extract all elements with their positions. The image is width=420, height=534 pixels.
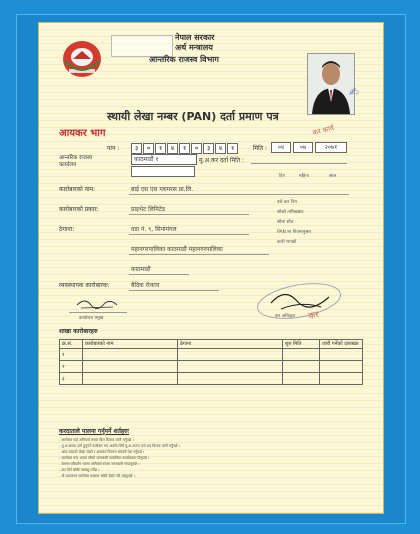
table-header: शुरु मिति [283, 340, 320, 349]
manager-label: व्यवस्थापक कारोबारक: [59, 282, 110, 289]
photo-signature: ✍ [349, 85, 360, 99]
nepal-emblem-icon [61, 39, 103, 79]
right-note: कारी भएको [277, 240, 297, 245]
condition-line: - कारोबार बन्द भएमा सोको जानकारी सम्बन्धित कार्यालयमा दिनुपर्छ । [59, 456, 150, 460]
business-type-value: प्राइभेट लिमिटेड [131, 206, 166, 213]
right-note: सोको तारिखबाट [277, 210, 304, 215]
pan-digit: ४ [167, 143, 178, 154]
manager-line [129, 290, 219, 291]
tax-office-stamp-icon [251, 279, 347, 323]
table-header: जारी गर्नेको दस्तखत [320, 340, 363, 349]
date-day: ०४ [271, 142, 291, 153]
table-cell: २ [60, 361, 83, 373]
table-cell [320, 373, 363, 385]
table-header: क्र.सं. [60, 340, 83, 349]
office-value: काठमाडौं १ [131, 154, 197, 165]
condition-line: - कारोबार गर्दा अनिवार्य रुपमा बिल बिजक जारी गर्नुपर्छ । [59, 438, 134, 442]
date-month: ०७ [293, 142, 313, 153]
date-unit-month: महिना [299, 174, 309, 179]
municipality-value: महानगरपालिका काठमाडौं महानगरपालिका [131, 246, 223, 253]
table-row [60, 373, 363, 385]
pan-digit: १ [155, 143, 166, 154]
table-header: कारोबारको नाम [83, 340, 178, 349]
table-cell [283, 349, 320, 361]
business-type-label: कारोबारको प्रकार: [59, 206, 99, 213]
table-cell [320, 349, 363, 361]
pan-digit: ० [143, 143, 154, 154]
table-cell [178, 361, 283, 373]
condition-line: - मु.अ.करमा दर्ता हुनुपर्ने कारोबार भए अवधि भित्रै मु.अ.करमा दर्ता भइ बिजक जारी गर्नुपर्छ । [59, 444, 181, 448]
address-line [129, 234, 249, 235]
municipality-line [129, 254, 269, 255]
date-label: मिति : [253, 145, 268, 152]
manager-value: बैदिक रोकाय [131, 282, 160, 289]
department-title: आन्तरिक राजस्व विभाग [149, 55, 219, 64]
condition-line: - ठेगाना परिवर्तन भएमा अनिवार्य रुपमा जानकारी गराउनुपर्छ । [59, 462, 140, 466]
table-cell [83, 349, 178, 361]
date-unit-year: साल [329, 174, 337, 179]
right-note: सोमा सोत [277, 220, 294, 225]
person-photo-icon [308, 54, 354, 114]
officer-signature-icon [75, 295, 119, 311]
passport-photo [307, 53, 355, 115]
condition-line: - कर तिर्न बाँकी नराख्नु पर्नेछ । [59, 468, 100, 472]
district-line [129, 274, 189, 275]
officer-sign-line [69, 312, 127, 313]
table-row [60, 349, 363, 361]
pan-label: पान : [107, 145, 120, 152]
table-cell [283, 373, 320, 385]
condition-line: - यो प्रमाणपत्र कारोबार स्थलमा सबैले देख्ने गरी राख्नुपर्छ । [59, 474, 135, 478]
gov-title: नेपाल सरकार [175, 33, 215, 42]
branch-header: शाखा कारोबारहरु [59, 328, 98, 335]
pan-digit: १ [179, 143, 190, 154]
table-header-row [60, 340, 363, 349]
pan-digit: ४ [215, 143, 226, 154]
vat-date-label: मु.अ.कर दर्ता मिति : [199, 157, 245, 164]
pan-digit: ३ [203, 143, 214, 154]
certificate-subtitle: आयकर भाग [59, 128, 106, 139]
top-right-stamp: कर कार्य [311, 124, 335, 138]
type-line [129, 214, 249, 215]
pan-digit: ३ [131, 143, 142, 154]
date-unit-day: दिन [279, 174, 286, 179]
table-cell: ३ [60, 373, 83, 385]
table-row [60, 361, 363, 373]
table-cell [83, 361, 178, 373]
vat-date-line [251, 163, 347, 164]
table-cell [178, 373, 283, 385]
table-cell [83, 373, 178, 385]
condition-line: - आय-ब्ययको लेखा राख्ने र आयकर विवरण समयमै पेश गर्नुपर्छ । [59, 450, 145, 454]
pan-digit-boxes [131, 143, 239, 154]
business-name-label: कारोबारको नाम: [59, 186, 96, 193]
pan-digit: १ [227, 143, 238, 154]
taxpayer-sign-label: कर अधिकृत [275, 314, 296, 319]
certificate-title: स्थायी लेखा नम्बर (PAN) दर्ता प्रमाण पत्र [107, 110, 279, 123]
right-note: बारे कर निय [277, 200, 298, 205]
date-year: २०७१ [315, 142, 347, 153]
branch-table [59, 339, 363, 385]
pan-digit: ० [191, 143, 202, 154]
svg-text:कर: कर [307, 309, 320, 322]
right-note: PAN मा नियमानुसार [277, 230, 312, 235]
address-value: वडा नं. ९, सिनामंगल [131, 226, 177, 233]
conditions-list [59, 437, 373, 479]
table-cell [320, 361, 363, 373]
certificate-document [38, 22, 384, 514]
table-cell [283, 361, 320, 373]
table-cell [178, 349, 283, 361]
office-label: आन्तरिक राजस्व कार्यालय [59, 155, 93, 168]
table-cell: १ [60, 349, 83, 361]
name-line [129, 194, 349, 195]
ministry-title: अर्थ मन्त्रालय [175, 43, 213, 52]
office-extra-box [131, 166, 195, 177]
table-header: ठेगाना [178, 340, 283, 349]
address-label: ठेगाना: [59, 226, 75, 233]
business-name-value: बाई एस एस ग्लामरस प्रा.लि. [131, 186, 194, 193]
officer-sign-label: कार्यालय प्रमुख [79, 316, 104, 321]
conditions-heading: करदाताले पालना गर्नुपर्ने शर्तहरुः [59, 428, 129, 435]
district-value: काठमाडौं [131, 266, 151, 273]
